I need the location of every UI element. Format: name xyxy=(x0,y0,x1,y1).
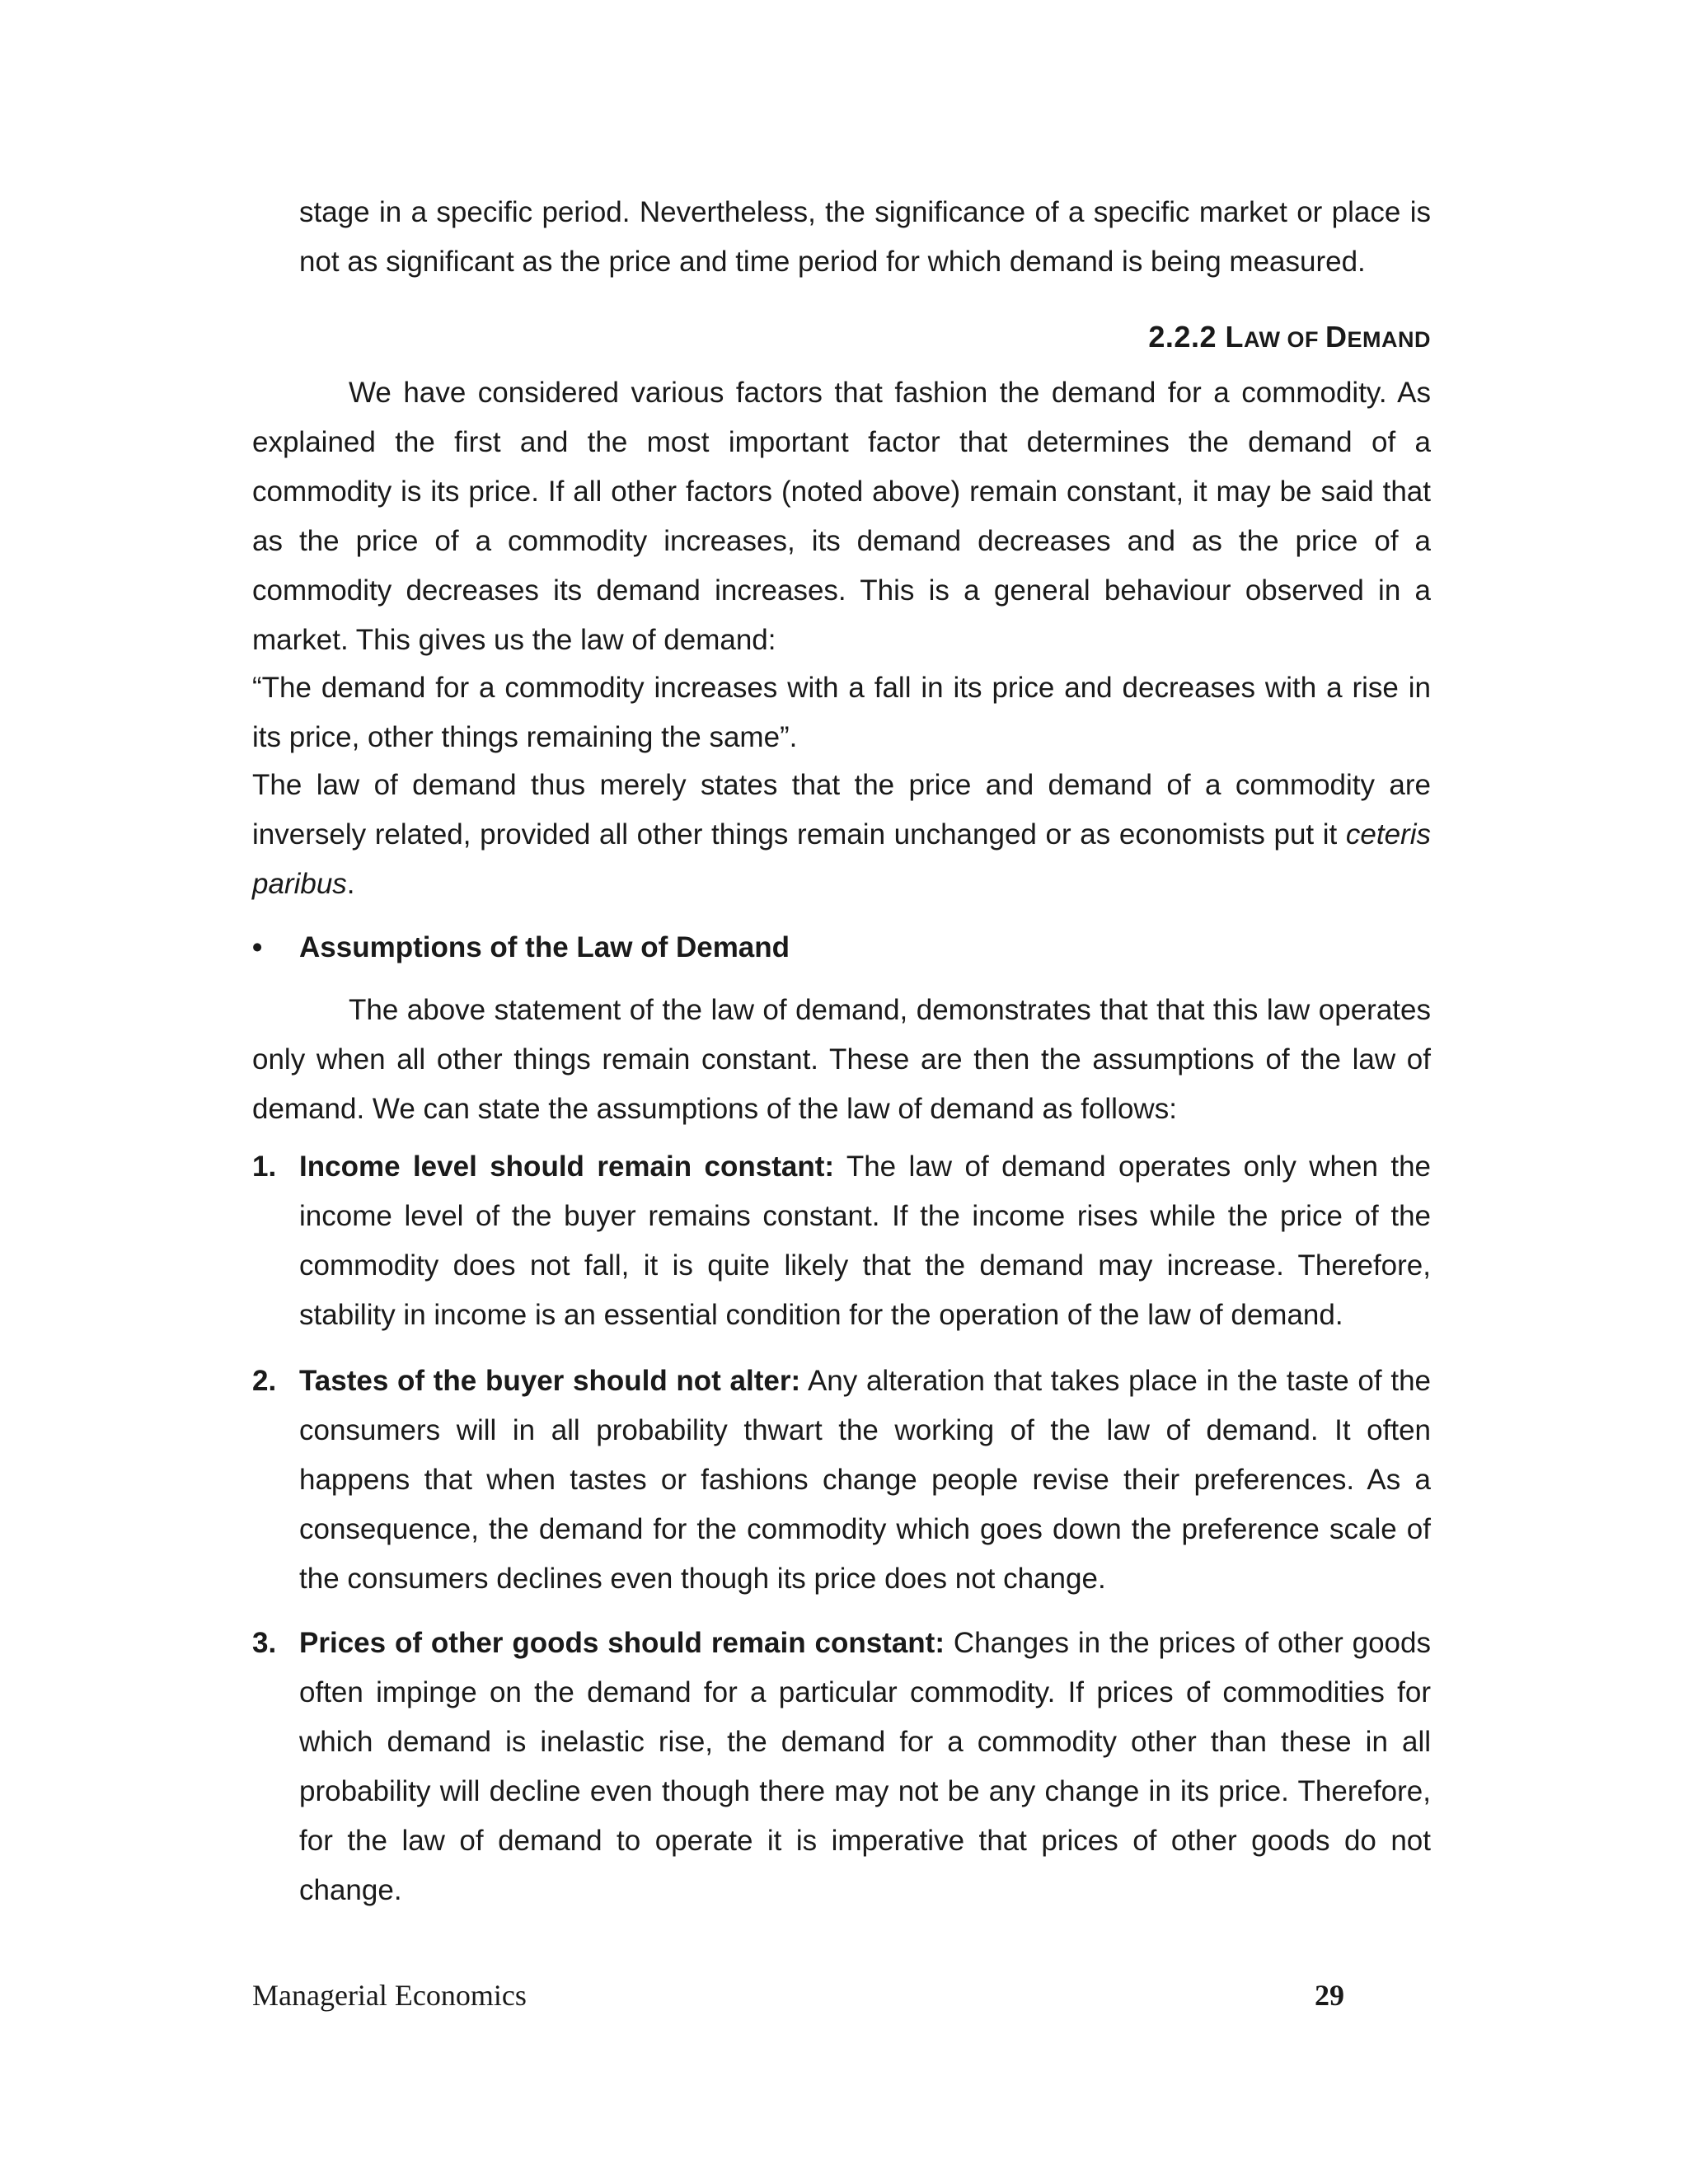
list-item xyxy=(252,1619,1431,1915)
list-item xyxy=(252,1357,1431,1604)
paragraph-assumptions-intro: The above statement of the law of demand, demonstrates that that this law operates only when all other things remain constant. These are then the assumptions of the law of demand. We can state the assumptions of the law of demand as follows: xyxy=(252,994,1431,1125)
section-title: LAW OF DEMAND xyxy=(1225,320,1431,354)
list-number: 1. xyxy=(252,1151,277,1183)
list-item-text: Any alteration that takes place in the taste of the consumers will in all probability thwart the working of the law of demand. It often happens that when tastes or fashions change people revise their preferences. As a consequence, the demand for the commodity which goes down the preference scale of the consumers declines even though its price does not change. xyxy=(299,1365,1431,1595)
ceteris-paribus-term: ceteris paribus xyxy=(252,818,1431,900)
section-number: 2.2.2 xyxy=(1148,320,1217,354)
footer-page-number: 29 xyxy=(1315,1979,1344,2012)
law-of-demand-quote: “The demand for a commodity increases with a fall in its price and decreases with a rise in its price, other things remaining the same”. xyxy=(252,672,1431,753)
list-item-text: Changes in the prices of other goods often impinge on the demand for a particular commodity. If prices of commodities for which demand is inelastic rise, the demand for a commodity other than these in all probability will decline even though there may not be any change in its price. Therefore, for the law of demand to operate it is imperative that prices of other goods do not change. xyxy=(299,1627,1431,1906)
footer-book-title: Managerial Economics xyxy=(252,1979,527,2012)
section-heading xyxy=(1148,320,1431,354)
list-item-text: The law of demand operates only when the income level of the buyer remains constant. If the income rises while the price of the commodity does not fall, it is quite likely that the demand may increase. Therefore, stability in income is an essential condition for the operation of the law of demand. xyxy=(299,1151,1431,1331)
paragraph-inverse-relation: The law of demand thus merely states that the price and demand of a commodity are inversely related, provided all other things remain unchanged or as economists put it ceteris paribus. xyxy=(252,769,1431,900)
intro-paragraph: stage in a specific period. Nevertheless, the significance of a specific market or place is not as significant as the price and time period for which demand is being measured. xyxy=(299,196,1431,278)
list-item xyxy=(252,1142,1431,1340)
list-number: 3. xyxy=(252,1627,277,1659)
paragraph-law-intro: We have considered various factors that fashion the demand for a commodity. As explained the first and the most important factor that determines the demand of a commodity is its price. If all other factors (noted above) remain constant, it may be said that as the price of a commodity increases, its demand decreases and as the price of a commodity decreases its demand increases. This is a general behaviour observed in a market. This gives us the law of demand: xyxy=(252,377,1431,656)
list-number: 2. xyxy=(252,1365,277,1397)
assumptions-heading: • Assumptions of the Law of Demand xyxy=(252,923,790,972)
list-item-lead: Tastes of the buyer should not alter: xyxy=(299,1365,801,1397)
list-item-lead: Prices of other goods should remain constant: xyxy=(299,1627,945,1659)
list-item-lead: Income level should remain constant: xyxy=(299,1151,835,1183)
bullet-icon: • xyxy=(252,931,263,963)
